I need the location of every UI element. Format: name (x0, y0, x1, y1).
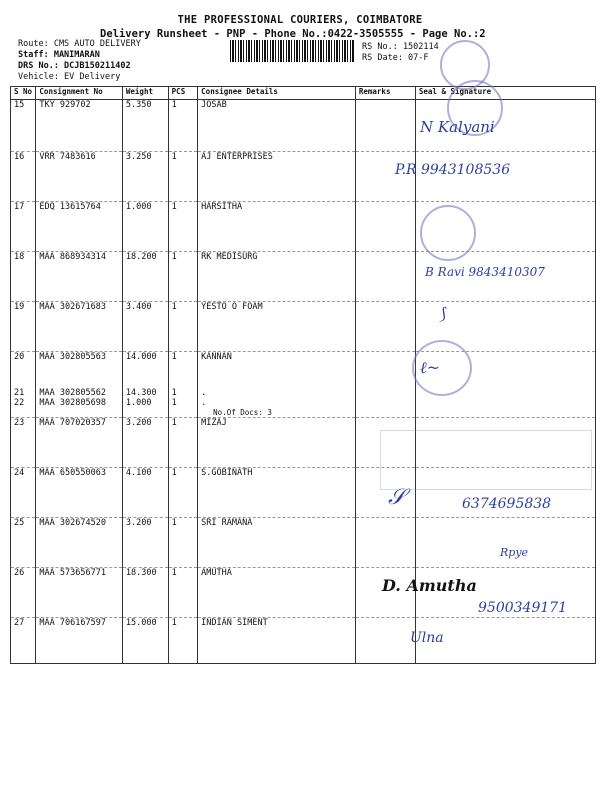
consignment-cell: VRR 7483616 (36, 152, 122, 202)
signature: P.R 9943108536 (395, 162, 511, 178)
sno-cell: 20 (11, 352, 36, 388)
consignee-cell: RK MEDISURG (198, 252, 356, 302)
col-weight: Weight (122, 87, 168, 100)
staff-text: Staff: MANIMARAN (18, 50, 100, 60)
table-row (11, 100, 596, 152)
sno-cell: 26 (11, 567, 36, 617)
sno-cell: 19 (11, 302, 36, 352)
table-row (11, 388, 596, 398)
sno-cell: 21 (11, 388, 36, 398)
pcs-cell: 1 (168, 617, 198, 663)
runsheet-title: Delivery Runsheet - PNP - Phone No.:0422-3505555 - Page No.:2 (100, 28, 486, 40)
weight-cell: 3.400 (122, 302, 168, 352)
rs-number: RS No.: 1502114 (362, 42, 439, 52)
sno-cell: 18 (11, 252, 36, 302)
consignment-cell: MAA 650550063 (36, 467, 122, 517)
table-row (11, 202, 596, 252)
signature: 9500349171 (478, 600, 568, 616)
col-sno: S No (11, 87, 36, 100)
signature: D. Amutha (382, 576, 477, 595)
route-text: Route: CMS AUTO DELIVERY (18, 39, 141, 49)
consignment-cell: TKY 929702 (36, 100, 122, 152)
pcs-cell: 1 (168, 417, 198, 467)
remarks-cell (355, 352, 415, 388)
weight-cell: 3.200 (122, 517, 168, 567)
col-consignment: Consignment No (36, 87, 122, 100)
col-seal: Seal & Signature (415, 87, 595, 100)
col-consignee: Consignee Details (198, 87, 356, 100)
pcs-cell: 1 (168, 152, 198, 202)
consignee-cell: SRI RAMANA (198, 517, 356, 567)
consignment-cell: MAA 706167597 (36, 617, 122, 663)
signature: ⟆ (440, 304, 447, 323)
sno-cell: 22 (11, 398, 36, 418)
consignee-cell (198, 398, 356, 418)
signature: 𝒮 (388, 485, 406, 510)
weight-cell: 18.200 (122, 252, 168, 302)
sno-cell: 23 (11, 417, 36, 467)
pcs-cell: 1 (168, 202, 198, 252)
table-row (11, 517, 596, 567)
remarks-cell (355, 617, 415, 663)
col-remarks: Remarks (355, 87, 415, 100)
weight-cell: 3.200 (122, 417, 168, 467)
drs-number: DRS No.: DCJB150211402 (18, 61, 131, 71)
consignment-cell: EDQ 13615764 (36, 202, 122, 252)
weight-cell: 14.000 (122, 352, 168, 388)
consignee-cell: AJ ENTERPRISES (198, 152, 356, 202)
pcs-cell: 1 (168, 252, 198, 302)
seal-cell (415, 517, 595, 567)
col-pcs: PCS (168, 87, 198, 100)
consignee-cell: HARSITHA (198, 202, 356, 252)
consignment-cell: MAA 707020357 (36, 417, 122, 467)
table-row (11, 352, 596, 388)
consignee-cell: YESTO O FOAM (198, 302, 356, 352)
signature: 6374695838 (462, 496, 552, 512)
address-stamp (380, 430, 592, 490)
remarks-cell (355, 517, 415, 567)
remarks-cell (355, 302, 415, 352)
sno-cell: 24 (11, 467, 36, 517)
consignee-cell: MIZAJ (198, 417, 356, 467)
consignment-cell: MAA 302805698 (36, 398, 122, 418)
docs-count: No.Of Docs: 3 (213, 407, 272, 417)
consignee-cell: S.GOBINATH (198, 467, 356, 517)
remarks-cell (355, 100, 415, 152)
pcs-cell: 1 (168, 100, 198, 152)
weight-cell: 14.300 (122, 388, 168, 398)
consignment-cell: MAA 573656771 (36, 567, 122, 617)
consignment-cell: MAA 302805563 (36, 352, 122, 388)
consignment-cell: MAA 302671683 (36, 302, 122, 352)
table-row (11, 617, 596, 663)
sno-cell: 25 (11, 517, 36, 567)
table-row (11, 398, 596, 418)
remarks-cell (355, 252, 415, 302)
remarks-cell (355, 202, 415, 252)
pcs-cell: 1 (168, 302, 198, 352)
vehicle-text: Vehicle: EV Delivery (18, 72, 121, 82)
sno-cell: 27 (11, 617, 36, 663)
consignee-value: . (201, 397, 207, 408)
signature: ℓ~ (420, 358, 441, 377)
consignee-cell: KANNAN (198, 352, 356, 388)
remarks-cell (355, 398, 415, 418)
company-stamp (420, 205, 476, 261)
company-title: THE PROFESSIONAL COURIERS, COIMBATORE (177, 14, 423, 26)
remarks-cell (355, 388, 415, 398)
pcs-cell: 1 (168, 398, 198, 418)
weight-cell: 18.300 (122, 567, 168, 617)
weight-cell: 4.100 (122, 467, 168, 517)
pcs-cell: 1 (168, 567, 198, 617)
barcode (230, 40, 355, 62)
consignment-cell: MAA 302805562 (36, 388, 122, 398)
pcs-cell: 1 (168, 517, 198, 567)
consignee-cell: INDIAN SIMENT (198, 617, 356, 663)
weight-cell: 3.250 (122, 152, 168, 202)
table-row (11, 302, 596, 352)
consignee-cell: AMUTHA (198, 567, 356, 617)
pcs-cell: 1 (168, 352, 198, 388)
pcs-cell: 1 (168, 388, 198, 398)
signature: Rpye (500, 546, 529, 559)
weight-cell: 1.000 (122, 202, 168, 252)
rs-date: RS Date: 07-F (362, 53, 429, 63)
signature: N Kalyani (420, 118, 495, 136)
sno-cell: 17 (11, 202, 36, 252)
sno-cell: 15 (11, 100, 36, 152)
signature: B Ravi 9843410307 (425, 265, 545, 279)
sno-cell: 16 (11, 152, 36, 202)
consignment-cell: MAA 302674520 (36, 517, 122, 567)
weight-cell: 1.000 (122, 398, 168, 418)
signature: Ulna (410, 630, 444, 646)
consignee-cell: JOSAB (198, 100, 356, 152)
weight-cell: 5.350 (122, 100, 168, 152)
consignment-cell: MAA 868934314 (36, 252, 122, 302)
seal-cell (415, 398, 595, 418)
table-header-row (11, 87, 596, 100)
consignee-cell: . (198, 388, 356, 398)
weight-cell: 15.000 (122, 617, 168, 663)
pcs-cell: 1 (168, 467, 198, 517)
